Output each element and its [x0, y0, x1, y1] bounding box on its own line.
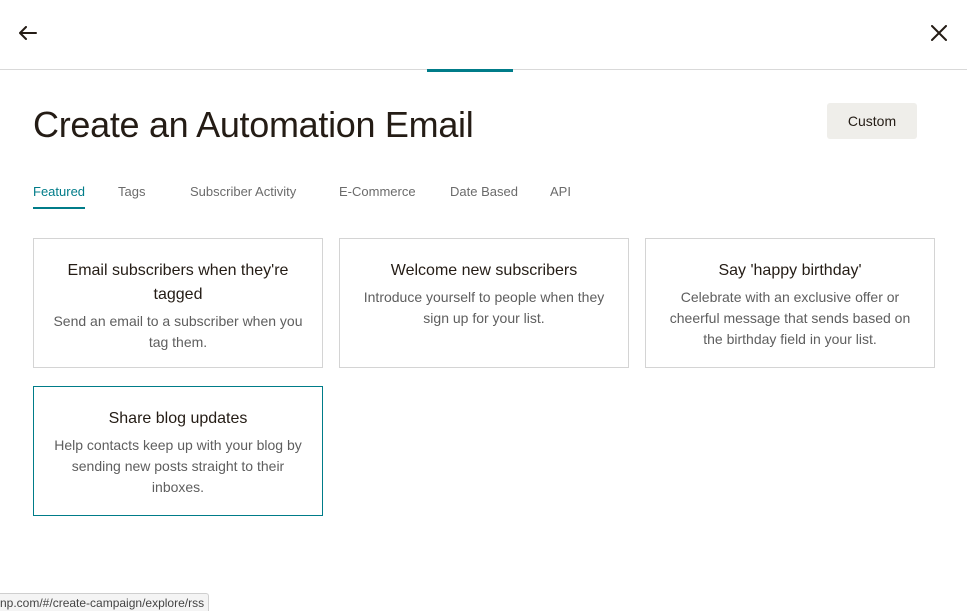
tab-featured[interactable]: Featured: [33, 184, 85, 209]
progress-indicator: [427, 69, 513, 72]
tab-subscriber-activity[interactable]: Subscriber Activity: [190, 184, 297, 199]
close-button[interactable]: [927, 21, 951, 45]
back-button[interactable]: [16, 21, 40, 45]
custom-button[interactable]: Custom: [827, 103, 917, 139]
top-bar: [0, 0, 967, 70]
automation-card-birthday[interactable]: [645, 238, 935, 368]
card-title: Share blog updates: [108, 410, 248, 427]
card-title: Say 'happy birthday': [718, 262, 862, 279]
card-title: Welcome new subscribers: [390, 262, 578, 279]
card-description: Celebrate with an exclusive offer or cheerful message that sends based on the birthday field in your list.: [669, 289, 911, 347]
close-icon: [931, 25, 947, 41]
tab-e-commerce[interactable]: E-Commerce: [339, 184, 416, 199]
tab-api[interactable]: API: [550, 184, 571, 199]
arrow-left-icon: [19, 26, 37, 40]
card-description: Help contacts keep up with your blog by sending new posts straight to their inboxes.: [54, 437, 302, 495]
page-title: Create an Automation Email: [33, 104, 474, 145]
status-bar-url: np.com/#/create-campaign/explore/rss: [0, 593, 209, 611]
automation-card-tagged[interactable]: [33, 238, 323, 368]
card-description: Send an email to a subscriber when you tag them.: [53, 313, 303, 350]
card-title: Email subscribers when they're tagged: [67, 262, 289, 303]
automation-card-blog[interactable]: [33, 386, 323, 516]
tab-date-based[interactable]: Date Based: [450, 184, 518, 199]
automation-card-welcome[interactable]: [339, 238, 629, 368]
tab-tags[interactable]: Tags: [118, 184, 146, 199]
card-description: Introduce yourself to people when they sign up for your list.: [363, 289, 605, 326]
